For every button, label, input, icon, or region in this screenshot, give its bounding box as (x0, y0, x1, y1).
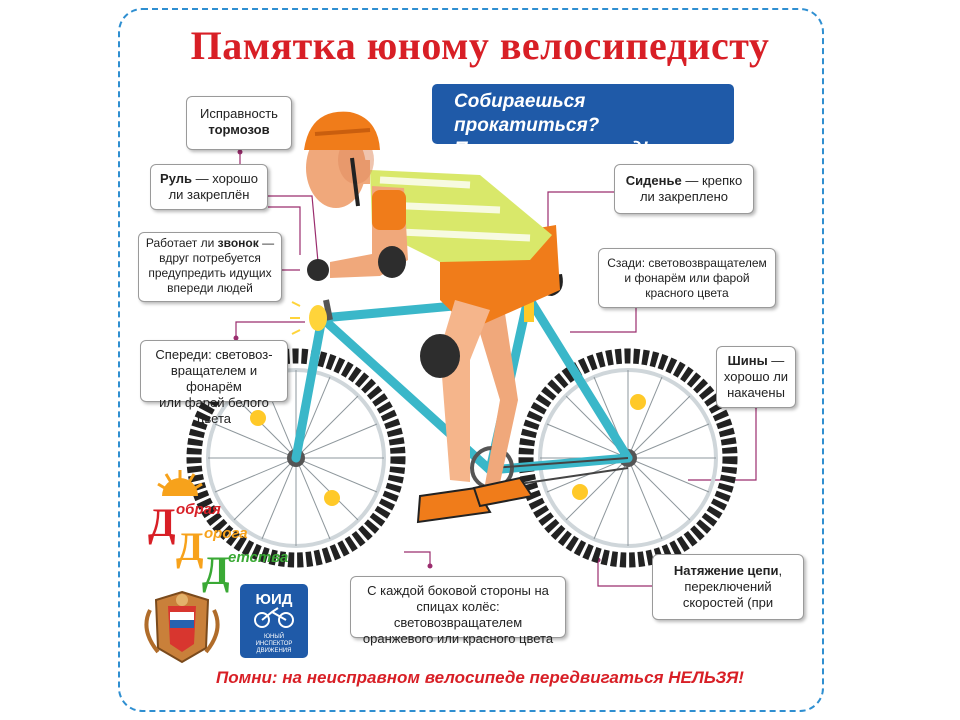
bell-text-4: предупредить идущих (148, 266, 272, 280)
logo-letter-1: Д (148, 500, 176, 545)
handlebar-text-2: ли закреплён (168, 187, 250, 202)
callout-seat (614, 164, 754, 214)
rear-light-line-2: и фонарём или фарой (624, 271, 750, 285)
bell-text-1: Работает ли (145, 236, 218, 250)
bell-text-3: вдруг потребуется (159, 251, 261, 265)
chain-text-1: , (778, 563, 783, 578)
logo-letter-3: Д (202, 548, 230, 593)
bell-bold: звонок (217, 236, 259, 250)
chain-text-3: скоростей (при (682, 595, 774, 610)
seat-text-2: ли закреплено (639, 189, 729, 204)
chain-bold: Натяжение цепи (673, 563, 779, 578)
callout-rear-light (598, 248, 776, 308)
callout-front-light (140, 340, 288, 426)
poster-title: Памятка юному велосипедисту (190, 23, 770, 68)
spokes-line-2: спицах колёс: световозвращателем (393, 599, 523, 630)
bell-text-5: впереди людей (167, 281, 253, 295)
callout-spokes (350, 576, 566, 646)
seat-text-1: — крепко (681, 173, 743, 188)
callout-tires (716, 346, 796, 408)
handlebar-bold: Руль (160, 171, 193, 186)
callout-bell (138, 232, 282, 302)
dobraya-doroga-logo (148, 470, 288, 593)
tires-text-2: хорошо ли (723, 369, 789, 384)
logo-word-3: етства (228, 549, 289, 566)
rear-light-line-1: Сзади: световозвращателем (607, 256, 767, 270)
front-light-line-1: Спереди: световоз- (155, 347, 273, 362)
tires-text-1: — (767, 353, 785, 368)
banner-line-2: Проверь велосипед! (454, 139, 649, 160)
yuid-title: ЮИД (255, 591, 293, 608)
brakes-text: Исправность (200, 106, 278, 121)
bell-text-2: — (258, 236, 275, 250)
logo-word-1: обрая (176, 501, 221, 518)
front-light-line-3: или фарой белого цвета (159, 395, 269, 426)
yuid-sub-1: ЮНЫЙ (263, 634, 285, 640)
seat-bold: Сиденье (625, 173, 682, 188)
logo-letter-2: Д (176, 524, 204, 569)
traffic-police-emblem (146, 592, 217, 662)
callout-chain (652, 554, 804, 620)
callout-brakes (186, 96, 292, 150)
spokes-line-3: оранжевого или красного цвета (362, 631, 554, 646)
handlebar-text-1: — хорошо (192, 171, 258, 186)
spokes-line-1: С каждой боковой стороны на (367, 583, 549, 598)
yuid-sub-3: ДВИЖЕНИЯ (256, 648, 292, 654)
yuid-logo (240, 584, 308, 658)
footer-warning: Помни: на неисправном велосипеде передвигаться НЕЛЬЗЯ! (216, 668, 744, 687)
tires-text-3: накачены (727, 385, 785, 400)
front-light-line-2: вращателем и фонарём (170, 363, 258, 394)
yuid-sub-2: ИНСПЕКТОР (255, 641, 293, 647)
banner-line-1: Собираешься прокатиться? (454, 91, 600, 136)
chain-text-2: переключений (684, 579, 772, 594)
headlight-icon (309, 305, 327, 331)
rear-light-line-3: красного цвета (645, 286, 729, 300)
tires-bold: Шины (727, 353, 768, 368)
logo-word-2: орога (204, 525, 248, 542)
callout-handlebar (150, 164, 268, 210)
brakes-bold: тормозов (208, 122, 270, 137)
